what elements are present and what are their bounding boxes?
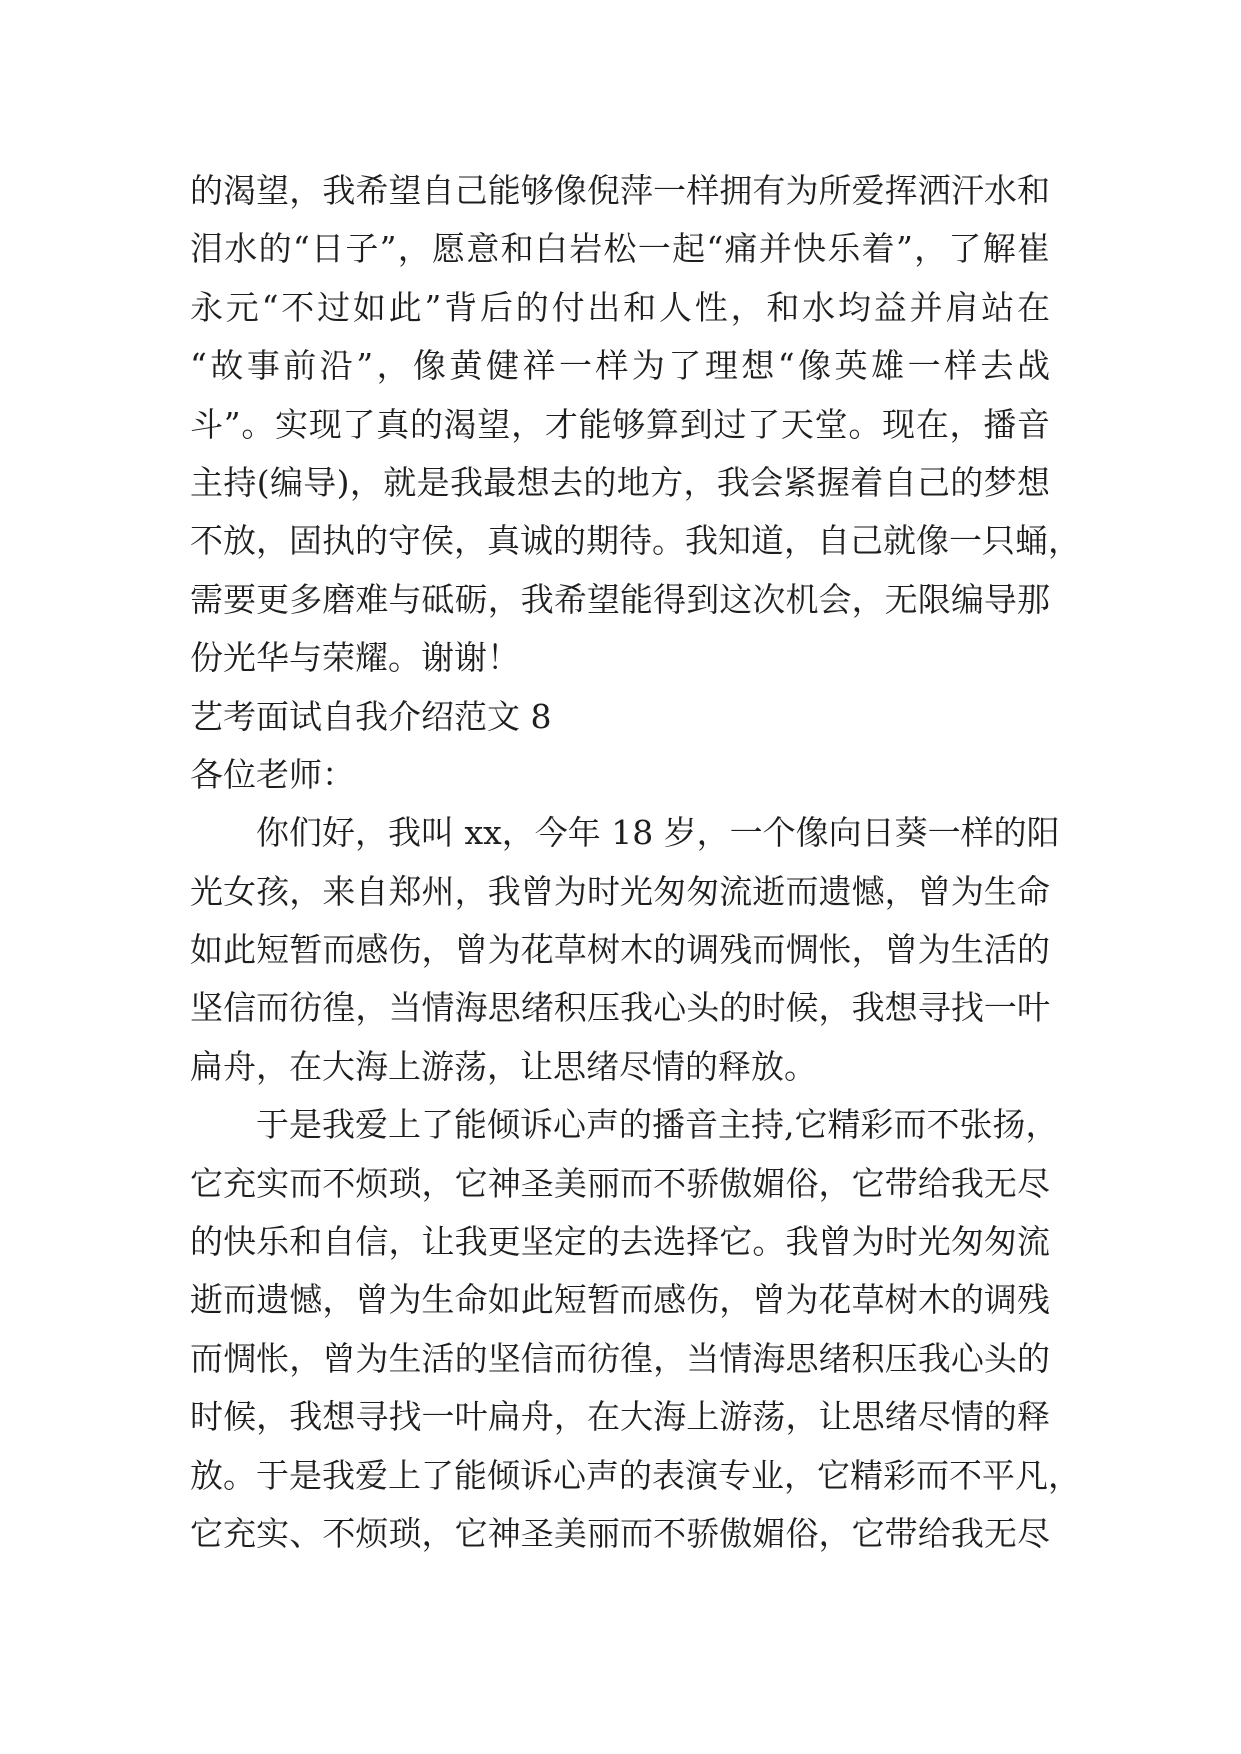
text-line: 如此短暂而感伤，曾为花草树木的调残而惆怅，曾为生活的 [190, 930, 1050, 970]
text-line: 而惆怅，曾为生活的坚信而彷徨，当情海思绪积压我心头的 [190, 1338, 1050, 1378]
text-line: 的渴望，我希望自己能够像倪萍一样拥有为所爱挥洒汗水和 [190, 171, 1050, 210]
document-body [190, 162, 1081, 1563]
text-line: 斗”。实现了真的渴望，才能够算到过了天堂。现在，播音 [190, 404, 1050, 444]
text-line: 逝而遗憾，曾为生命如此短暂而感伤，曾为花草树木的调残 [190, 1280, 1050, 1320]
text-line: 坚信而彷徨，当情海思绪积压我心头的时候，我想寻找一叶 [190, 988, 1050, 1028]
text-line: 永元“不过如此”背后的付出和人性，和水均益并肩站在 [190, 287, 1050, 327]
text-line: 份光华与荣耀。谢谢！ [190, 638, 520, 678]
text-line: “故事前沿”，像黄健祥一样为了理想“像英雄一样去战 [190, 346, 1050, 386]
text-line: 泪水的“日子”，愿意和白岩松一起“痛并快乐着”，了解崔 [190, 229, 1050, 269]
text-line: 的快乐和自信，让我更坚定的去选择它。我曾为时光匆匆流 [190, 1222, 1050, 1262]
section-heading: 艺考面试自我介绍范文 8 [190, 696, 552, 736]
text-line: 于是我爱上了能倾诉心声的播音主持,它精彩而不张扬， [256, 1105, 1059, 1145]
text-line: 需要更多磨难与砥砺，我希望能得到这次机会，无限编导那 [190, 579, 1050, 619]
paragraph-2 [190, 804, 1060, 1096]
salutation: 各位老师： [190, 754, 355, 794]
text-line: 它充实、不烦琐，它神圣美丽而不骄傲媚俗，它带给我无尽 [190, 1513, 1050, 1553]
paragraph-3 [190, 1096, 1081, 1563]
text-line: 扁舟，在大海上游荡，让思绪尽情的释放。 [190, 1046, 817, 1086]
text-line: 光女孩，来自郑州，我曾为时光匆匆流逝而遗憾，曾为生命 [190, 871, 1050, 911]
text-line: 它充实而不烦琐，它神圣美丽而不骄傲媚俗，它带给我无尽 [190, 1163, 1050, 1203]
text-line: 时候，我想寻找一叶扁舟，在大海上游荡，让思绪尽情的释 [190, 1397, 1050, 1437]
text-line: 放。于是我爱上了能倾诉心声的表演专业，它精彩而不平凡， [190, 1455, 1081, 1495]
text-line: 你们好，我叫 xx，今年 18 岁，一个像向日葵一样的阳 [256, 813, 1060, 853]
text-line: 不放，固执的守侯，真诚的期待。我知道，自己就像一只蛹， [190, 521, 1081, 561]
paragraph-1 [190, 162, 1081, 688]
text-line: 主持(编导)，就是我最想去的地方，我会紧握着自己的梦想 [190, 462, 1050, 502]
